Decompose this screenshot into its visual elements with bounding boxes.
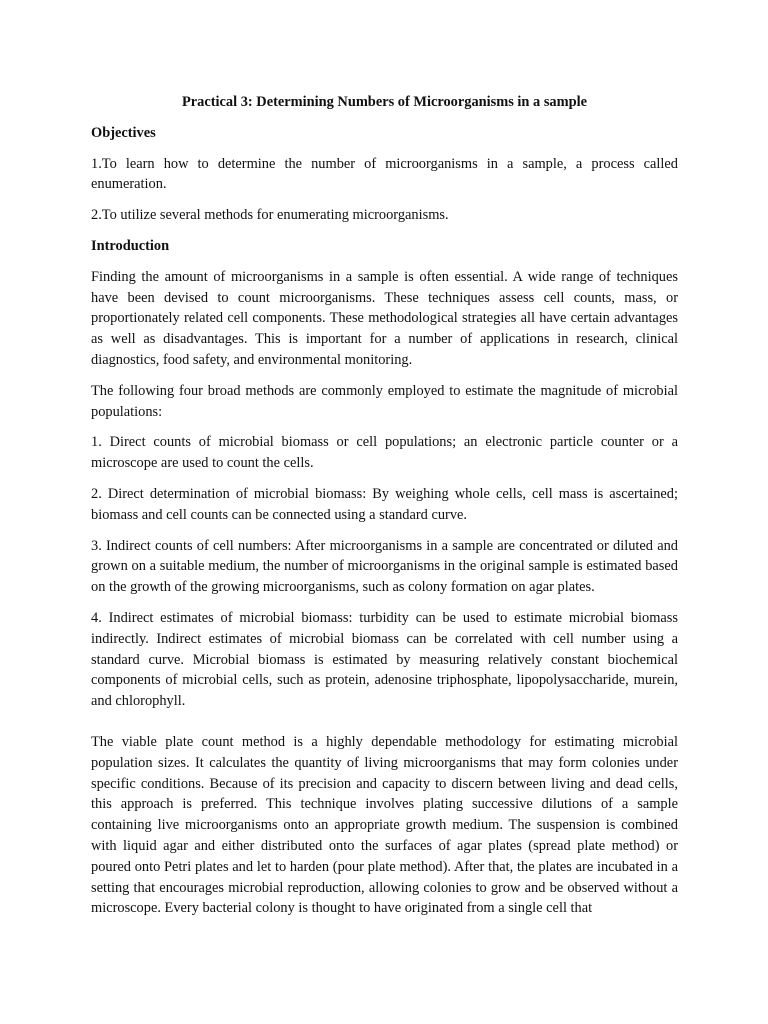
methods-lead-paragraph: The following four broad methods are commonly employed to estimate the magnitude of microbial populations: xyxy=(91,382,678,420)
objectives-heading: Objectives xyxy=(91,124,156,141)
objective-item-1: 1.To learn how to determine the number of microorganisms in a sample, a process called enumeration. xyxy=(91,155,678,193)
viable-plate-count-paragraph: The viable plate count method is a highly dependable methodology for estimating microbial population sizes. It calculates the quantity of living microorganisms that may form colonies under specific conditions. Because of its precision and capacity to discern between living and dead cells, this approach is preferred. This technique involves plating successive dilutions of a sample containing live microorganisms onto an appropriate growth medium. The suspension is combined with liquid agar and either distributed onto the surfaces of agar plates (spread plate method) or poured onto Petri plates and let to harden (pour plate method). After that, the plates are incubated in a setting that encourages microbial reproduction, allowing colonies to grow and be observed without a microscope. Every bacterial colony is thought to have originated from a single cell that xyxy=(91,733,678,917)
objective-item-2: 2.To utilize several methods for enumerating microorganisms. xyxy=(91,207,449,224)
method-item-3: 3. Indirect counts of cell numbers: After microorganisms in a sample are concentrated or diluted and grown on a suitable medium, the number of microorganisms in the original sample is estimated based on the growth of the growing microorganisms, such as colony formation on agar plates. xyxy=(91,537,678,596)
method-item-4: 4. Indirect estimates of microbial biomass: turbidity can be used to estimate microbial biomass indirectly. Indirect estimates of microbial biomass can be correlated with cell number using a standard curve. Microbial biomass is estimated by measuring relatively constant biochemical components of microbial cells, such as protein, adenosine triphosphate, lipopolysaccharide, murein, and chlorophyll. xyxy=(91,609,678,710)
introduction-heading: Introduction xyxy=(91,237,170,254)
method-item-2: 2. Direct determination of microbial biomass: By weighing whole cells, cell mass is ascertained; biomass and cell counts can be connected using a standard curve. xyxy=(91,485,678,523)
paragraph-spacer xyxy=(91,722,678,732)
intro-paragraph: Finding the amount of microorganisms in a sample is often essential. A wide range of techniques have been devised to count microorganisms. These techniques assess cell counts, mass, or proportionately related cell components. These methodological strategies all have certain advantages as well as disadvantages. This is important for a number of applications in research, clinical diagnostics, food safety, and environmental monitoring. xyxy=(91,268,678,368)
page-title: Practical 3: Determining Numbers of Microorganisms in a sample xyxy=(181,94,587,110)
method-item-1: 1. Direct counts of microbial biomass or cell populations; an electronic particle counter or a microscope are used to count the cells. xyxy=(91,434,678,472)
